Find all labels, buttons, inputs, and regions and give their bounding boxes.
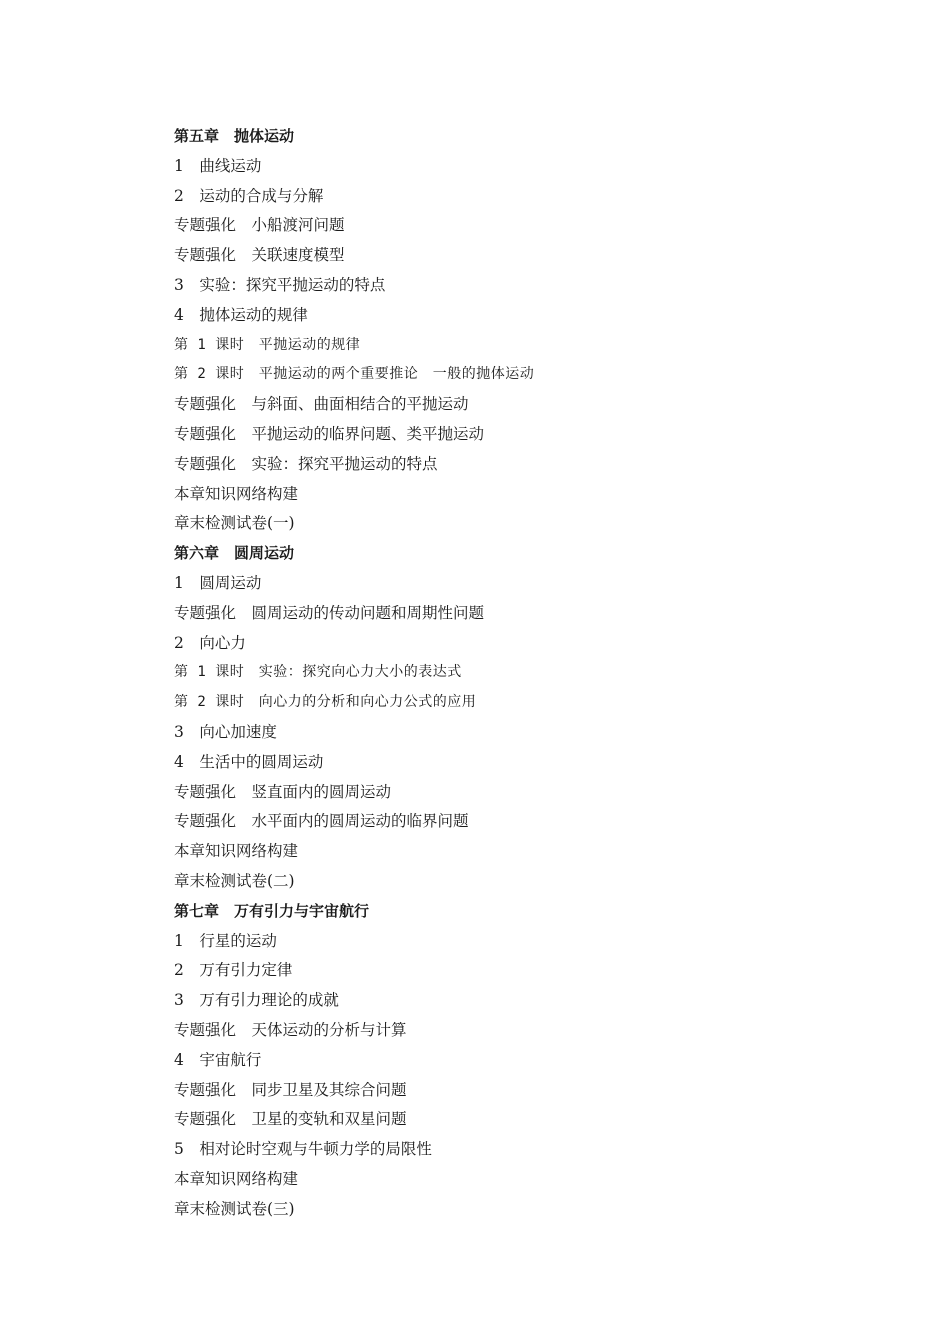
chapter-heading-7: 第七章 万有引力与宇宙航行	[174, 901, 370, 920]
toc-entry: 专题强化 圆周运动的传动问题和周期性问题	[174, 603, 485, 622]
toc-entry: 1 圆周运动	[174, 573, 262, 592]
toc-entry: 专题强化 实验：探究平抛运动的特点	[174, 454, 438, 473]
toc-entry: 4 宇宙航行	[174, 1050, 262, 1069]
toc-entry: 1 行星的运动	[174, 931, 277, 950]
toc-entry: 本章知识网络构建	[174, 842, 299, 861]
toc-subentry: 第 1 课时 平抛运动的规律	[174, 336, 361, 353]
toc-entry: 3 向心加速度	[174, 722, 277, 741]
chapter-heading-6: 第六章 圆周运动	[174, 544, 295, 563]
toc-entry: 2 运动的合成与分解	[174, 186, 324, 205]
toc-entry: 专题强化 平抛运动的临界问题、类平抛运动	[174, 424, 485, 443]
toc-entry: 5 相对论时空观与牛顿力学的局限性	[174, 1140, 432, 1159]
toc-entry: 专题强化 竖直面内的圆周运动	[174, 782, 392, 801]
toc-entry: 4 抛体运动的规律	[174, 305, 308, 324]
toc-subentry: 第 2 课时 平抛运动的两个重要推论 一般的抛体运动	[174, 366, 535, 383]
toc-entry: 专题强化 关联速度模型	[174, 246, 345, 265]
toc-entry: 3 实验：探究平抛运动的特点	[174, 275, 386, 294]
toc-entry: 专题强化 水平面内的圆周运动的临界问题	[174, 812, 469, 831]
toc-entry: 专题强化 同步卫星及其综合问题	[174, 1080, 407, 1099]
chapter-heading-5: 第五章 抛体运动	[174, 127, 295, 145]
toc-entry: 专题强化 天体运动的分析与计算	[174, 1020, 407, 1039]
toc-subentry: 第 1 课时 实验：探究向心力大小的表达式	[174, 664, 462, 681]
toc-entry: 专题强化 与斜面、曲面相结合的平抛运动	[174, 395, 469, 414]
toc-entry: 章末检测试卷(三)	[174, 1199, 295, 1218]
toc-entry: 本章知识网络构建	[174, 1169, 299, 1188]
toc-entry: 本章知识网络构建	[174, 484, 299, 503]
toc-entry: 2 向心力	[174, 633, 246, 652]
toc-entry: 4 生活中的圆周运动	[174, 752, 324, 771]
toc-subentry: 第 2 课时 向心力的分析和向心力公式的应用	[174, 694, 477, 711]
toc-entry: 1 曲线运动	[174, 156, 262, 175]
toc-entry: 专题强化 小船渡河问题	[174, 216, 345, 235]
toc-entry: 专题强化 卫星的变轨和双星问题	[174, 1110, 407, 1129]
table-of-contents	[174, 122, 874, 1224]
toc-entry: 章末检测试卷(二)	[174, 871, 295, 890]
toc-entry: 3 万有引力理论的成就	[174, 991, 339, 1010]
toc-entry: 章末检测试卷(一)	[174, 514, 295, 533]
toc-entry: 2 万有引力定律	[174, 961, 293, 980]
